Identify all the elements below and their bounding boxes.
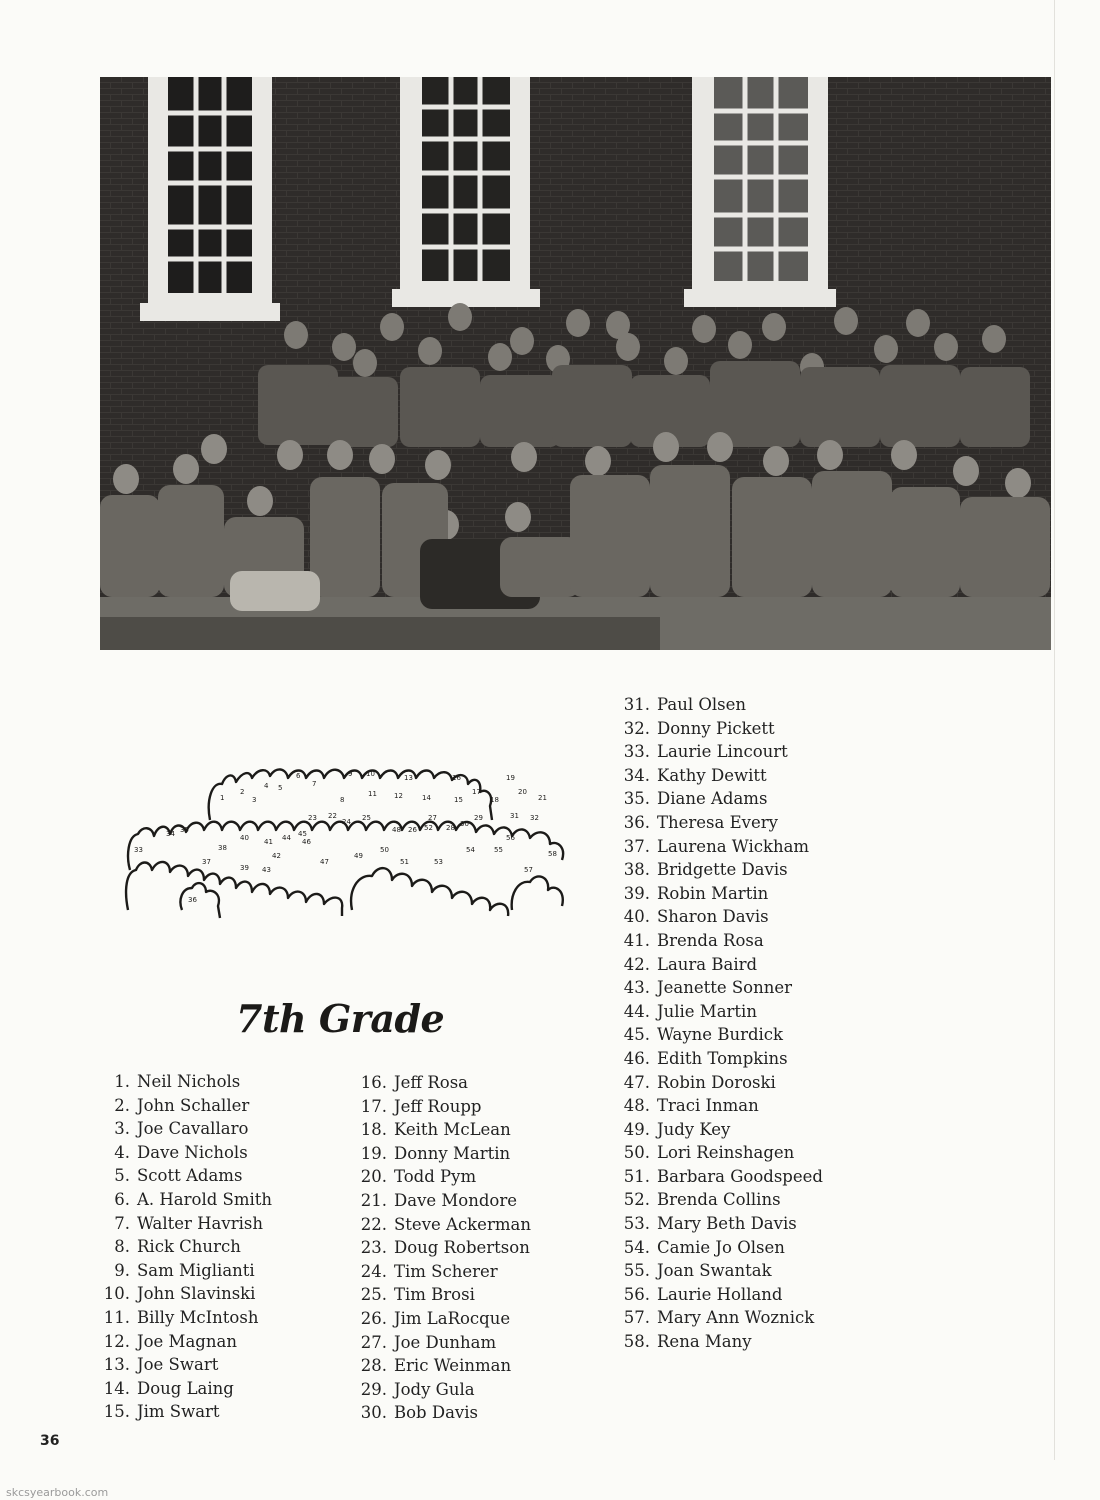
student-name: Laurie Holland [657, 1284, 783, 1304]
student-name: Wayne Burdick [657, 1025, 784, 1045]
key-number: 42 [272, 852, 281, 860]
name-list-column-1 [100, 1070, 272, 1424]
student-name: Neil Nichols [137, 1072, 241, 1091]
key-number: 27 [428, 814, 437, 822]
student-name: Eric Weinman [394, 1356, 512, 1376]
list-item [350, 1307, 531, 1331]
student-name: A. Harold Smith [137, 1189, 273, 1209]
student-name: Paul Olsen [657, 695, 747, 714]
class-photo-image [100, 77, 1051, 650]
student-name: Billy McIntosh [137, 1307, 259, 1327]
key-number: 2 [240, 788, 245, 796]
student-name: Jeff Roupp [394, 1096, 482, 1116]
item-number: 37. [623, 836, 650, 856]
item-number: 34. [623, 765, 650, 785]
item-number: 24. [360, 1261, 387, 1281]
list-item [350, 1142, 531, 1166]
key-number: 49 [354, 852, 363, 860]
student-name: Brenda Rosa [657, 930, 764, 950]
item-number: 39. [623, 883, 650, 903]
student-name: Julie Martin [657, 1001, 757, 1021]
item-number: 2. [114, 1095, 130, 1115]
key-number: 7 [312, 780, 317, 788]
item-number: 53. [623, 1214, 650, 1234]
student-name: Laurena Wickham [657, 836, 810, 856]
student-name: Diane Adams [657, 789, 768, 809]
list-item [100, 1282, 272, 1306]
list-item [350, 1165, 531, 1189]
student-name: Robin Doroski [657, 1072, 776, 1092]
student-name: Lori Reinshagen [657, 1143, 795, 1163]
key-number: 40 [240, 834, 249, 842]
item-number: 49. [623, 1119, 650, 1139]
key-number: 26 [408, 826, 417, 834]
key-number: 5 [278, 784, 283, 792]
key-number: 19 [506, 774, 515, 782]
list-item [350, 1236, 531, 1260]
list-item [100, 1259, 272, 1283]
key-number: 52 [424, 824, 433, 832]
key-number: 23 [308, 814, 317, 822]
key-number: 37 [202, 858, 211, 866]
key-number: 46 [302, 838, 311, 846]
item-number: 36. [623, 812, 650, 832]
page-title: 7th Grade [236, 996, 445, 1041]
item-number: 33. [623, 742, 650, 762]
student-name: Brenda Collins [657, 1190, 781, 1210]
item-number: 3. [114, 1119, 130, 1139]
list-item [614, 764, 823, 788]
list-item [614, 1094, 823, 1118]
list-item [350, 1071, 531, 1095]
list-item [614, 787, 823, 811]
list-item [350, 1189, 531, 1213]
key-number: 24 [342, 818, 351, 826]
item-number: 45. [623, 1025, 650, 1045]
list-item [100, 1188, 272, 1212]
list-item [100, 1117, 272, 1141]
item-number: 15. [103, 1402, 130, 1422]
item-number: 30. [360, 1403, 387, 1423]
list-item [100, 1070, 272, 1094]
list-item [350, 1354, 531, 1378]
student-name: Mary Ann Woznick [657, 1308, 815, 1328]
item-number: 19. [360, 1143, 387, 1163]
student-name: Keith McLean [394, 1120, 511, 1140]
item-number: 4. [114, 1142, 130, 1162]
list-item [614, 717, 823, 741]
list-item [614, 740, 823, 764]
key-number: 17 [472, 788, 481, 796]
list-item [350, 1095, 531, 1119]
item-number: 38. [623, 860, 650, 880]
list-item [614, 1023, 823, 1047]
item-number: 10. [103, 1284, 130, 1304]
item-number: 11. [103, 1307, 130, 1327]
list-item [614, 1330, 823, 1354]
item-number: 9. [114, 1260, 130, 1280]
item-number: 25. [360, 1285, 387, 1305]
list-item [614, 1118, 823, 1142]
key-number: 45 [298, 830, 307, 838]
item-number: 14. [103, 1378, 130, 1398]
item-number: 43. [623, 978, 650, 998]
key-number: 16 [452, 774, 461, 782]
key-number: 56 [506, 834, 515, 842]
key-number: 39 [240, 864, 249, 872]
list-item [100, 1377, 272, 1401]
key-number: 54 [466, 846, 475, 854]
student-name: Laura Baird [657, 954, 758, 974]
list-item [100, 1306, 272, 1330]
key-number: 10 [366, 770, 375, 778]
item-number: 54. [623, 1237, 650, 1257]
list-item [614, 1259, 823, 1283]
item-number: 23. [360, 1238, 387, 1258]
item-number: 51. [623, 1166, 650, 1186]
item-number: 55. [623, 1261, 650, 1281]
student-name: Edith Tompkins [657, 1048, 788, 1068]
list-item [614, 1306, 823, 1330]
key-number: 4 [264, 782, 269, 790]
item-number: 31. [623, 695, 650, 714]
key-number: 25 [362, 814, 371, 822]
key-number: 43 [262, 866, 271, 874]
key-number: 53 [434, 858, 443, 866]
list-item [614, 953, 823, 977]
item-number: 7. [114, 1213, 130, 1233]
key-number: 8 [340, 796, 345, 804]
list-item [614, 976, 823, 1000]
list-item [350, 1260, 531, 1284]
page-number: 36 [40, 1433, 60, 1449]
item-number: 17. [360, 1096, 387, 1116]
key-number: 3 [252, 796, 257, 804]
key-number: 55 [494, 846, 503, 854]
student-name: Joan Swantak [657, 1261, 772, 1281]
list-item [100, 1164, 272, 1188]
key-number: 31 [510, 812, 519, 820]
item-number: 22. [360, 1214, 387, 1234]
item-number: 21. [360, 1190, 387, 1210]
student-name: Tim Brosi [394, 1285, 475, 1305]
student-name: Jim LaRocque [394, 1308, 511, 1328]
student-name: John Slavinski [137, 1284, 256, 1304]
student-name: Doug Laing [137, 1378, 234, 1398]
key-number: 38 [218, 844, 227, 852]
item-number: 56. [623, 1284, 650, 1304]
item-number: 27. [360, 1332, 387, 1352]
key-number: 9 [348, 770, 353, 778]
list-item [614, 1047, 823, 1071]
item-number: 48. [623, 1096, 650, 1116]
student-name: Jeanette Sonner [657, 978, 793, 998]
item-number: 50. [623, 1143, 650, 1163]
student-name: Rena Many [657, 1332, 752, 1352]
item-number: 35. [623, 789, 650, 809]
student-name: Joe Magnan [137, 1331, 237, 1351]
item-number: 52. [623, 1190, 650, 1210]
item-number: 32. [623, 718, 650, 738]
list-item [614, 905, 823, 929]
student-name: Theresa Every [657, 812, 778, 832]
student-name: Donny Pickett [657, 718, 775, 738]
list-item [614, 1141, 823, 1165]
student-name: Laurie Lincourt [657, 742, 788, 762]
list-item [350, 1401, 531, 1425]
key-number: 6 [296, 772, 301, 780]
key-number: 28 [446, 824, 455, 832]
item-number: 1. [114, 1072, 130, 1091]
item-number: 41. [623, 930, 650, 950]
item-number: 26. [360, 1308, 387, 1328]
list-item [350, 1378, 531, 1402]
key-number: 21 [538, 794, 547, 802]
list-item [100, 1141, 272, 1165]
key-number: 15 [454, 796, 463, 804]
list-item [100, 1094, 272, 1118]
photo-key-diagram [122, 760, 572, 920]
item-number: 13. [103, 1355, 130, 1375]
item-number: 16. [360, 1073, 387, 1092]
student-name: Joe Dunham [394, 1332, 497, 1352]
list-item [100, 1330, 272, 1354]
student-name: Todd Pym [394, 1167, 477, 1187]
item-number: 5. [114, 1166, 130, 1186]
list-item [614, 693, 823, 717]
key-number: 41 [264, 838, 273, 846]
student-name: Barbara Goodspeed [657, 1166, 823, 1186]
name-list-column-3 [614, 693, 823, 1354]
key-number: 18 [490, 796, 499, 804]
key-number: 13 [404, 774, 413, 782]
list-item [614, 858, 823, 882]
list-item [100, 1212, 272, 1236]
list-item [614, 1236, 823, 1260]
list-item [350, 1283, 531, 1307]
list-item [614, 929, 823, 953]
student-name: Jody Gula [394, 1379, 475, 1399]
item-number: 6. [114, 1189, 130, 1209]
student-name: John Schaller [137, 1095, 250, 1115]
student-name: Kathy Dewitt [657, 765, 767, 785]
key-number: 57 [524, 866, 533, 874]
item-number: 58. [623, 1332, 650, 1352]
key-number: 12 [394, 792, 403, 800]
key-number: 44 [282, 834, 291, 842]
student-name: Donny Martin [394, 1143, 511, 1163]
class-photo [100, 77, 1051, 650]
list-item [350, 1331, 531, 1355]
key-number: 20 [518, 788, 527, 796]
student-name: Traci Inman [657, 1096, 759, 1116]
key-number: 34 [166, 830, 175, 838]
list-item [100, 1235, 272, 1259]
student-name: Sharon Davis [657, 907, 769, 927]
student-name: Joe Swart [137, 1355, 219, 1375]
student-name: Scott Adams [137, 1166, 243, 1186]
key-number: 35 [180, 826, 189, 834]
key-number: 30 [460, 820, 469, 828]
item-number: 12. [103, 1331, 130, 1351]
key-number: 51 [400, 858, 409, 866]
student-name: Joe Cavallaro [137, 1119, 249, 1139]
list-item [614, 1000, 823, 1024]
key-number: 36 [188, 896, 197, 904]
student-name: Dave Mondore [394, 1190, 518, 1210]
key-number: 58 [548, 850, 557, 858]
item-number: 28. [360, 1356, 387, 1376]
student-name: Tim Scherer [394, 1261, 498, 1281]
student-name: Mary Beth Davis [657, 1214, 797, 1234]
key-number: 50 [380, 846, 389, 854]
key-number: 11 [368, 790, 377, 798]
list-item [614, 1283, 823, 1307]
item-number: 42. [623, 954, 650, 974]
student-name: Camie Jo Olsen [657, 1237, 785, 1257]
list-item [614, 835, 823, 859]
student-name: Sam Miglianti [137, 1260, 255, 1280]
key-number: 1 [220, 794, 225, 802]
student-name: Jeff Rosa [394, 1073, 469, 1092]
student-name: Bob Davis [394, 1403, 478, 1423]
item-number: 8. [114, 1237, 130, 1257]
item-number: 46. [623, 1048, 650, 1068]
watermark-text: skcsyearbook.com [6, 1486, 109, 1499]
item-number: 40. [623, 907, 650, 927]
list-item [614, 882, 823, 906]
list-item [614, 1071, 823, 1095]
item-number: 20. [360, 1167, 387, 1187]
key-number: 48 [392, 826, 401, 834]
list-item [614, 1165, 823, 1189]
key-number: 22 [328, 812, 337, 820]
student-name: Walter Havrish [137, 1213, 263, 1233]
key-number: 47 [320, 858, 329, 866]
item-number: 44. [623, 1001, 650, 1021]
list-item [614, 1212, 823, 1236]
key-number: 14 [422, 794, 431, 802]
student-name: Dave Nichols [137, 1142, 248, 1162]
key-number: 29 [474, 814, 483, 822]
item-number: 29. [360, 1379, 387, 1399]
student-name: Doug Robertson [394, 1238, 530, 1258]
item-number: 47. [623, 1072, 650, 1092]
key-number: 33 [134, 846, 143, 854]
student-name: Rick Church [137, 1237, 241, 1257]
item-number: 57. [623, 1308, 650, 1328]
list-item [614, 811, 823, 835]
page-edge-line [1054, 0, 1055, 1460]
item-number: 18. [360, 1120, 387, 1140]
student-name: Robin Martin [657, 883, 769, 903]
student-name: Steve Ackerman [394, 1214, 531, 1234]
list-item [614, 1188, 823, 1212]
list-item [350, 1118, 531, 1142]
key-silhouette-seated [180, 883, 220, 918]
key-number: 32 [530, 814, 539, 822]
name-list-column-2 [350, 1071, 531, 1425]
student-name: Bridgette Davis [657, 860, 788, 880]
student-name: Jim Swart [137, 1402, 220, 1422]
list-item [100, 1353, 272, 1377]
list-item [100, 1400, 272, 1424]
list-item [350, 1213, 531, 1237]
student-name: Judy Key [657, 1119, 731, 1139]
